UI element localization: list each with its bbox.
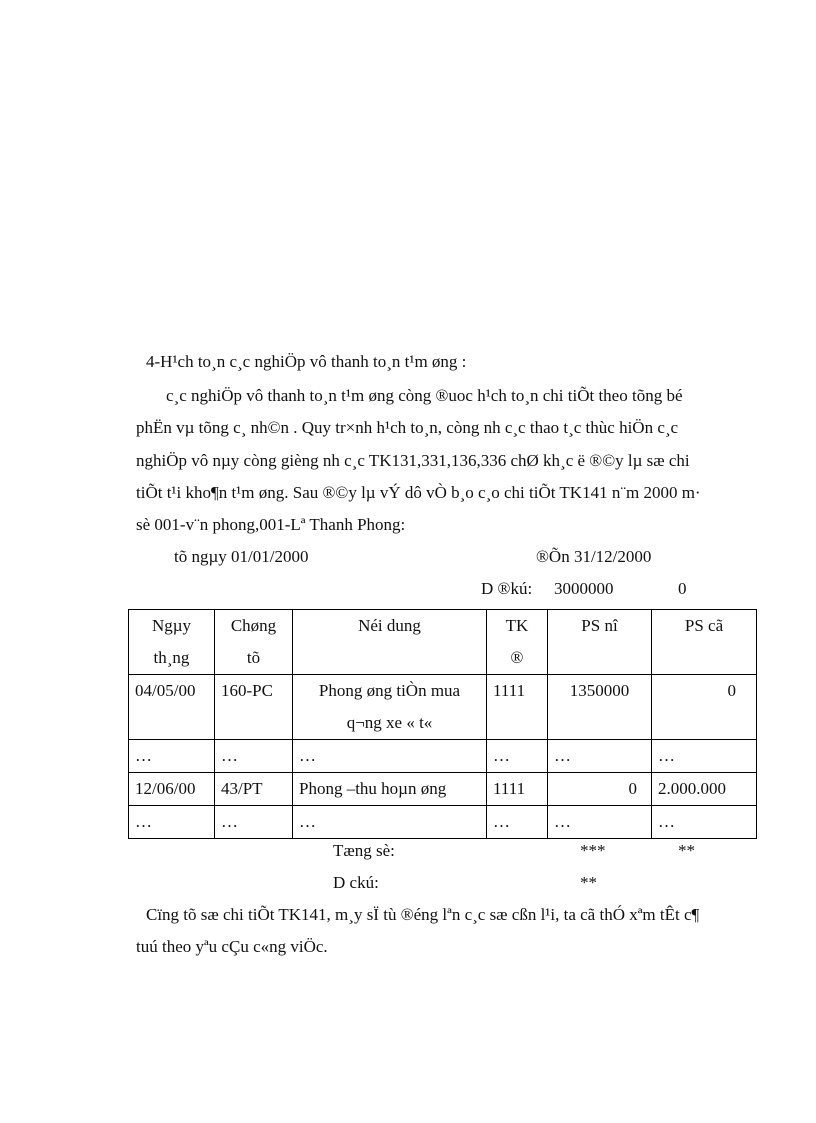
- totals-label: Tæng sè:: [333, 841, 395, 860]
- cell-account: 1111: [487, 773, 548, 806]
- opening-balance-label: D ®kú:: [481, 579, 533, 598]
- cell-date: 04/05/00: [129, 675, 215, 740]
- paragraph-line: tiÕt t¹i kho¶n t¹m øng. Sau ®©y lµ vÝ dô vÒ b¸o c¸o chi tiÕt TK141 n¨m 2000 m·: [136, 483, 701, 502]
- opening-balance-credit: 0: [678, 579, 687, 598]
- cell-debit: 1350000: [548, 675, 652, 740]
- cell-voucher: …: [215, 740, 293, 773]
- ledger-table: [128, 609, 757, 839]
- paragraph-line: Cïng tõ sæ chi tiÕt TK141, m¸y sÏ tù ®éng lªn c¸c sæ cßn l¹i, ta cã thÓ xªm tÊt c¶: [146, 905, 700, 924]
- paragraph-line: nghiÖp vô nµy còng gièng nh c¸c TK131,331,136,336 chØ kh¸c ë ®©y lµ sæ chi: [136, 451, 690, 470]
- cell-description: Phong øng tiÒn mua q¬ng xe « t«: [293, 675, 487, 740]
- totals-credit: **: [678, 841, 695, 860]
- period-to: ®Õn 31/12/2000: [536, 547, 652, 566]
- paragraph-line: c¸c nghiÖp vô thanh to¸n t¹m øng còng ®uoc h¹ch to¸n chi tiÕt theo tõng bé: [166, 386, 683, 405]
- cell-description: Phong –thu hoµn øng: [293, 773, 487, 806]
- closing-balance-debit: **: [580, 873, 597, 892]
- header-credit: PS cã: [652, 610, 757, 675]
- cell-credit: …: [652, 740, 757, 773]
- cell-date: 12/06/00: [129, 773, 215, 806]
- paragraph-line: phËn vµ tõng c¸ nh©n . Quy tr×nh h¹ch to¸n, còng nh c¸c thao t¸c thùc hiÖn c¸c: [136, 418, 679, 437]
- header-account: TK ®: [487, 610, 548, 675]
- cell-description: …: [293, 806, 487, 839]
- cell-debit: 0: [548, 773, 652, 806]
- cell-credit: …: [652, 806, 757, 839]
- cell-debit: …: [548, 806, 652, 839]
- paragraph-line: tuú theo yªu cÇu c«ng viÖc.: [136, 937, 328, 956]
- cell-date: …: [129, 806, 215, 839]
- cell-debit: …: [548, 740, 652, 773]
- header-voucher: Chøng tõ: [215, 610, 293, 675]
- opening-balance-debit: 3000000: [554, 579, 614, 598]
- cell-date: …: [129, 740, 215, 773]
- cell-credit: 0: [652, 675, 757, 740]
- table-header-row: [129, 610, 757, 675]
- cell-voucher: …: [215, 806, 293, 839]
- section-heading: 4-H¹ch to¸n c¸c nghiÖp vô thanh to¸n t¹m øng :: [146, 352, 467, 371]
- table-row: [129, 773, 757, 806]
- period-from: tõ ngµy 01/01/2000: [174, 547, 309, 566]
- cell-voucher: 43/PT: [215, 773, 293, 806]
- table-row: [129, 740, 757, 773]
- cell-account: 1111: [487, 675, 548, 740]
- cell-account: …: [487, 806, 548, 839]
- cell-voucher: 160-PC: [215, 675, 293, 740]
- table-row: [129, 806, 757, 839]
- cell-account: …: [487, 740, 548, 773]
- paragraph-line: sè 001-v¨n phong,001-Lª Thanh Phong:: [136, 515, 406, 534]
- cell-description: …: [293, 740, 487, 773]
- closing-balance-label: D ckú:: [333, 873, 379, 892]
- header-date: Ngµy th¸ng: [129, 610, 215, 675]
- totals-debit: ***: [580, 841, 606, 860]
- table-row: [129, 675, 757, 740]
- header-description: Néi dung: [293, 610, 487, 675]
- header-debit: PS nî: [548, 610, 652, 675]
- cell-credit: 2.000.000: [652, 773, 757, 806]
